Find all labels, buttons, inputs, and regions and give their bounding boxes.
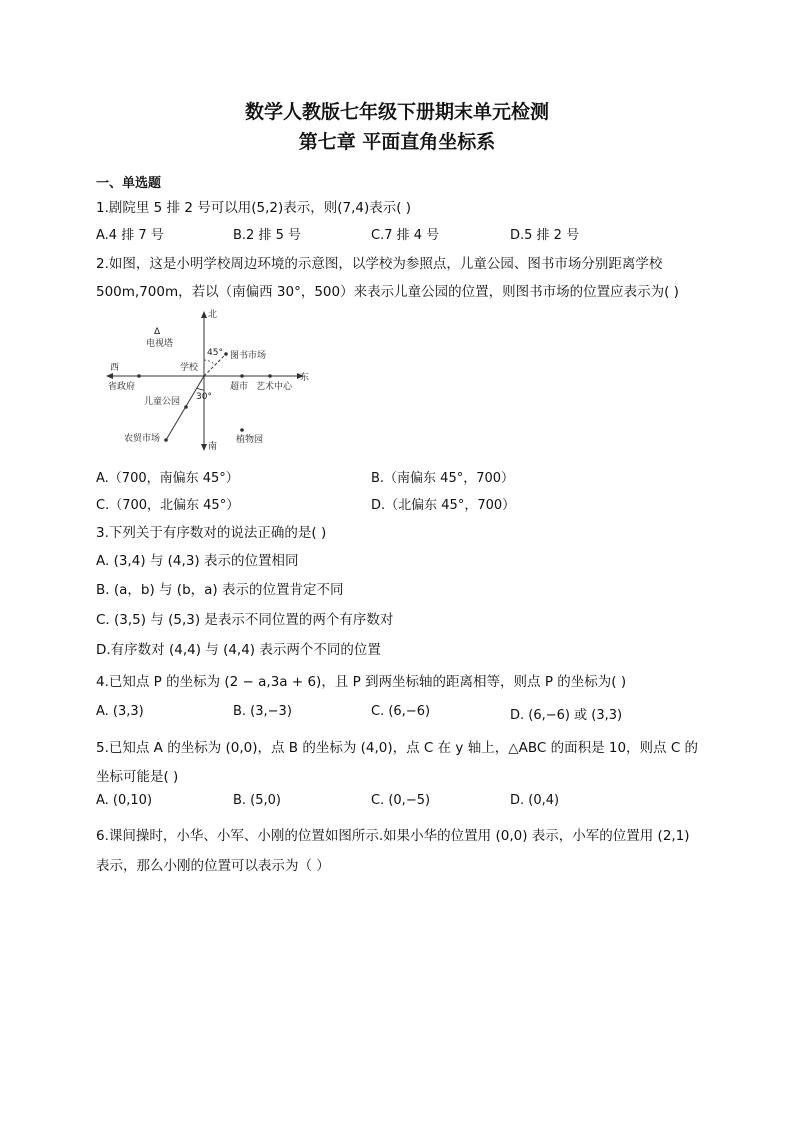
south-arrow-icon <box>201 444 207 451</box>
page-subtitle: 第七章 平面直角坐标系 <box>298 131 496 153</box>
q2-stem-line1: 2.如图，这是小明学校周边环境的示意图，以学校为参照点，儿童公园、图书市场分别距离学校 <box>96 256 663 272</box>
q2-stem-line2: 500m,700m，若以（南偏西 30°，500）来表示儿童公园的位置，则图书市场的位置应表示为( ) <box>96 284 679 300</box>
q5-stem-line2: 坐标可能是( ) <box>96 769 179 785</box>
q3-option-b: B. (a，b) 与 (b，a) 表示的位置肯定不同 <box>96 582 344 598</box>
school-label: 学校 <box>180 363 199 373</box>
tower-icon: Δ <box>154 327 161 337</box>
book-market-label: 图书市场 <box>230 351 267 361</box>
q5-stem-line1: 5.已知点 A 的坐标为 (0,0)，点 B 的坐标为 (4,0)，点 C 在 y 轴上，△ABC 的面积是 10，则点 C 的 <box>96 740 699 756</box>
q2-option-d: D.（北偏东 45°，700） <box>371 498 516 513</box>
q4-option-a: A. (3,3) <box>96 704 144 719</box>
botanical-label: 植物园 <box>236 435 264 445</box>
west-label: 西 <box>110 363 120 373</box>
q3-option-c: C. (3,5) 与 (5,3) 是表示不同位置的两个有序数对 <box>96 612 394 628</box>
q3-option-a: A. (3,4) 与 (4,3) 表示的位置相同 <box>96 553 299 569</box>
supermarket-label: 超市 <box>230 382 249 392</box>
book-market-dot <box>224 352 228 356</box>
map-diagram <box>104 308 324 456</box>
q2-option-a: A.（700，南偏东 45°） <box>96 471 239 486</box>
q1-option-b: B.2 排 5 号 <box>233 228 301 243</box>
supermarket-dot <box>240 374 244 378</box>
south-label: 南 <box>208 442 218 452</box>
q1-stem: 1.剧院里 5 排 2 号可以用(5,2)表示，则(7,4)表示( ) <box>96 200 412 216</box>
q1-option-c: C.7 排 4 号 <box>371 228 440 243</box>
east-label: 东 <box>300 373 310 383</box>
section-title: 一、单选题 <box>96 176 162 191</box>
q5-option-a: A. (0,10) <box>96 793 153 808</box>
art-center-dot <box>268 374 272 378</box>
q6-stem-line1: 6.课间操时，小华、小军、小刚的位置如图所示.如果小华的位置用 (0,0) 表示，小军的位置用 (2,1) <box>96 828 690 844</box>
farm-market-label: 农贸市场 <box>124 434 161 444</box>
q3-option-d: D.有序数对 (4,4) 与 (4,4) 表示两个不同的位置 <box>96 642 381 658</box>
north-arrow-icon <box>201 311 207 318</box>
angle-45-label: 45° <box>207 348 223 358</box>
q5-option-b: B. (5,0) <box>233 793 282 808</box>
q4-option-c: C. (6,−6) <box>371 704 431 719</box>
q1-option-a: A.4 排 7 号 <box>96 228 164 243</box>
q4-option-b: B. (3,−3) <box>233 704 292 719</box>
farm-market-dot <box>164 438 168 442</box>
q6-stem-line2: 表示，那么小刚的位置可以表示为（ ） <box>96 858 330 874</box>
q1-option-d: D.5 排 2 号 <box>510 228 580 243</box>
north-label: 北 <box>208 310 218 320</box>
art-center-label: 艺术中心 <box>256 382 293 392</box>
q5-option-c: C. (0,−5) <box>371 793 431 808</box>
page-title: 数学人教版七年级下册期末单元检测 <box>244 101 549 123</box>
gov-dot <box>137 374 141 378</box>
q4-option-d: D. (6,−6) 或 (3,3) <box>510 708 623 723</box>
q5-option-d: D. (0,4) <box>510 793 560 808</box>
q4-stem: 4.已知点 P 的坐标为 (2 − a,3a + 6)，且 P 到两坐标轴的距离相等，则点 P 的坐标为( ) <box>96 674 627 690</box>
west-arrow-icon <box>106 373 113 379</box>
botanical-dot <box>240 428 244 432</box>
q2-option-c: C.（700，北偏东 45°） <box>96 498 240 513</box>
angle-30-label: 30° <box>196 392 212 402</box>
q2-option-b: B.（南偏东 45°，700） <box>371 471 515 486</box>
q3-stem: 3.下列关于有序数对的说法正确的是( ) <box>96 525 327 541</box>
gov-label: 省政府 <box>108 382 136 392</box>
angle-45-arc <box>204 360 215 365</box>
tower-label: 电视塔 <box>146 339 174 349</box>
angle-30-arc <box>197 388 204 390</box>
park-label: 儿童公园 <box>144 397 181 407</box>
park-dot <box>184 405 188 409</box>
